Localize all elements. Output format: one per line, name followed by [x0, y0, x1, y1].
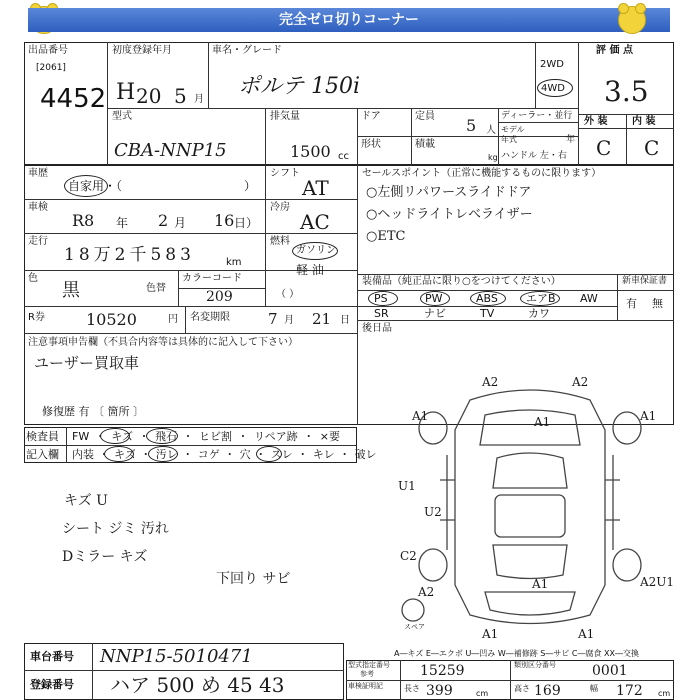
history-value: 自家用・（ [68, 179, 123, 193]
recycle-unit: 円 [168, 314, 178, 325]
equip-sr: SR [374, 307, 389, 320]
notes-label: 注意事項申告欄（不具合内容等は具体的に記入して下さい） [28, 337, 298, 348]
chk-int-scuff-circle [256, 446, 282, 462]
len-unit: cm [476, 689, 489, 698]
load-label: 積載 [415, 139, 435, 150]
inspector-note-1: キズ U [64, 493, 108, 509]
w-label: 幅 [590, 684, 598, 693]
inspection-month-unit: 月 [174, 216, 187, 230]
repair-history: 修復歴 有 〔 箇所 〕 [42, 405, 144, 418]
dmg-mark-4: A1 [534, 415, 551, 429]
modelyear-label1: モデル [501, 125, 525, 134]
chk-tobiishi: 飛石 [155, 430, 177, 443]
model-label: 型式 [112, 111, 132, 122]
dmg-mark-7: U2 [424, 505, 442, 519]
equip-aw: AW [580, 292, 598, 305]
checkers-label-2: 記入欄 [26, 448, 59, 461]
notes-value: ユーザー買取車 [34, 354, 140, 372]
dmg-mark-8: C2 [400, 549, 417, 563]
lot-number: 4452 [40, 84, 107, 114]
equip-pw: PW [425, 292, 443, 305]
mileage-label: 走行 [28, 236, 48, 247]
chk-tobiishi-circle [146, 428, 178, 444]
warranty-yes: 有 [626, 297, 637, 310]
shift-value: AT [302, 176, 329, 200]
load-kg: kg [488, 153, 498, 162]
drive-4wd: 4WD [541, 83, 565, 94]
inspection-day: 16 [214, 211, 235, 230]
type-ref: 参考 [360, 670, 374, 678]
first-reg-month: 5 [174, 84, 187, 108]
inspector-note-2: シート ジミ 汚れ [62, 521, 169, 537]
recycle-value: 10520 [86, 310, 137, 329]
dmg-mark-1: A2 [482, 375, 499, 389]
chk-req: ×要 [319, 430, 340, 443]
warranty-label: 新車保証書 [622, 276, 668, 286]
seating-value: 5 [466, 116, 477, 135]
type-value: 15259 [420, 663, 465, 679]
first-reg-month-unit: 月 [194, 94, 204, 105]
len-label: 長さ [404, 684, 420, 693]
ac-label: 冷房 [270, 202, 290, 213]
cat-value: 0001 [592, 663, 628, 679]
equip-ps: PS [374, 292, 388, 305]
fuel-paren: （ ） [276, 289, 300, 300]
seating-label: 定員 [415, 111, 435, 122]
displacement-value: 1500 [290, 142, 331, 161]
checkers-row-2: 内装 ・ キズ ・ 汚レ ・ コゲ ・ 穴 ・ スレ ・ キレ ・ 破レ [72, 448, 377, 461]
chk-int-kizu-circle [104, 446, 134, 462]
color-value: 黒 [62, 280, 80, 301]
chk-kizu: キズ [111, 430, 133, 443]
checkers-label-1: 検査員 [26, 430, 59, 443]
type-label: 型式指定番号 [348, 661, 390, 669]
inspection-era: R8 [72, 211, 95, 230]
doors-label: ドア [361, 111, 381, 122]
history-label: 車歴 [28, 168, 48, 179]
chk-int-kizu: キズ [114, 448, 136, 461]
score-int: C [644, 136, 660, 160]
fuel-diesel: 軽 油 [296, 263, 324, 277]
chk-int-cut: キレ [312, 448, 335, 461]
sales-item-2: ○ヘッドライトレベライザー [366, 207, 533, 222]
dmg-mark-2: A2 [572, 375, 589, 389]
score-ext: C [596, 136, 612, 160]
chk-int-dirt: 汚レ [155, 448, 178, 461]
car-label: 車名・グレード [212, 45, 282, 56]
color-code: 209 [206, 289, 233, 305]
dmg-mark-13: A1 [578, 627, 595, 641]
color-change-label: 色替 [146, 283, 166, 294]
inspection-day-unit: 日） [234, 216, 259, 230]
damage-legend: A―キズ E―エクボ U―凹み W―補修跡 S―サビ C―腐食 XX―交換 [394, 649, 640, 658]
color-label: 色 [28, 273, 38, 284]
history-close: ） [244, 179, 257, 193]
plate-label: 登録番号 [30, 678, 74, 691]
sales-item-3: ○ETC [366, 229, 406, 244]
chk-int-hole: 穴 [239, 448, 251, 461]
chk-int-tear: 破レ [354, 448, 377, 461]
mileage-unit: km [226, 257, 242, 268]
modelyear-unit: 年 [566, 135, 576, 145]
sales-item-1: ○左側リパワースライドドア [366, 185, 532, 200]
shape-label: 形状 [361, 139, 381, 150]
dmg-mark-3: A1 [412, 409, 429, 423]
chk-kizu-circle [100, 428, 130, 444]
inspection-year-unit: 年 [116, 216, 129, 230]
w-unit: cm [658, 689, 671, 698]
dmg-mark-10: A1 [532, 577, 549, 591]
equip-airbag: エアB [526, 292, 556, 305]
recycle-label: R券 [28, 312, 45, 323]
mascot-right-icon [618, 6, 646, 34]
dmg-mark-12: A1 [482, 627, 499, 641]
chk-int-scuff: スレ [270, 448, 293, 461]
displacement-label: 排気量 [270, 111, 300, 122]
transfer-day: 21 [312, 310, 332, 328]
first-reg-year: 20 [136, 84, 162, 108]
dmg-mark-5: A1 [640, 409, 657, 423]
inspector-note-4: 下回り サビ [216, 571, 291, 587]
color-code-label: カラーコード [182, 273, 242, 284]
transfer-label: 名変期限 [190, 312, 230, 323]
first-reg-label: 初度登録年月 [112, 45, 172, 56]
lot-label: 出品番号 [28, 45, 68, 56]
first-reg-era: H [116, 80, 136, 105]
handle-label: ハンドル 左・右 [501, 151, 567, 161]
w-value: 172 [616, 683, 643, 699]
chk-int-burn: コゲ [197, 448, 220, 461]
len-value: 399 [426, 683, 453, 699]
page-banner [28, 8, 670, 32]
chk-fw: FW [72, 430, 90, 443]
plate-value: ハア 500 め 45 43 [110, 673, 285, 697]
equip-tv: TV [480, 307, 495, 320]
modelyear-label2: 年式 [501, 135, 517, 144]
inspection-month: 2 [158, 211, 169, 230]
warranty-no: 無 [652, 297, 663, 310]
cat-label: 類別区分番号 [514, 661, 556, 669]
transfer-month-unit: 月 [284, 315, 294, 326]
spare-label: スペア [404, 623, 425, 631]
chassis-label: 車台番号 [30, 650, 74, 663]
h-label: 高さ [514, 684, 530, 693]
dmg-mark-9: A2 [418, 585, 435, 599]
dmg-mark-11: A2U1 [640, 575, 675, 589]
score-value: 3.5 [604, 75, 649, 108]
shift-label: シフト [270, 168, 300, 179]
score-ext-label: 外 装 [584, 116, 608, 127]
ac-value: AC [300, 210, 330, 234]
banner-title: 完全ゼロ切りコーナー [279, 12, 419, 28]
checkers-row-1: FW ・ キズ ・ 飛石 ・ ヒビ割 ・ リペア跡 ・ ×要 [72, 430, 340, 443]
equip-leather: カワ [528, 307, 550, 320]
cert-label: 車検証明記 [348, 682, 383, 690]
transfer-day-unit: 日 [340, 315, 350, 326]
fuel-label: 燃料 [270, 236, 290, 247]
mileage-value: 18万2千583 [64, 245, 195, 265]
dmg-mark-6: U1 [398, 479, 416, 493]
car-name: ポルテ 150i [238, 74, 361, 99]
score-label: 評 価 点 [596, 45, 633, 56]
score-int-label: 内 装 [632, 116, 656, 127]
h-value: 169 [534, 683, 561, 699]
equipment-label: 装備品（純正品に限り○をつけてください） [362, 276, 561, 287]
displacement-unit: cc [338, 151, 349, 162]
delivery-label: 後日品 [362, 323, 392, 334]
model-value: CBA-NNP15 [114, 140, 227, 161]
inspector-note-3: Dミラー キズ [62, 549, 148, 565]
transfer-month: 7 [268, 310, 278, 328]
fuel-gasoline: ガソリン [296, 245, 336, 256]
chk-repair: リペア跡 [254, 430, 298, 443]
chk-int-dirt-circle [148, 446, 178, 462]
lot-sub: [2061] [36, 63, 66, 73]
inspection-label: 車検 [28, 202, 48, 213]
sales-label: セールスポイント（正常に機能するものに限ります） [362, 168, 602, 179]
dealer-label: ディーラー・並行 [501, 111, 573, 121]
equip-abs: ABS [476, 292, 498, 305]
chassis-value: NNP15-5010471 [100, 646, 253, 667]
drive-2wd: 2WD [540, 59, 564, 70]
equip-navi: ナビ [424, 307, 446, 320]
chk-interior: 内装 [72, 448, 94, 461]
chk-hibiware: ヒビ割 [199, 430, 232, 443]
seating-unit: 人 [486, 125, 496, 136]
